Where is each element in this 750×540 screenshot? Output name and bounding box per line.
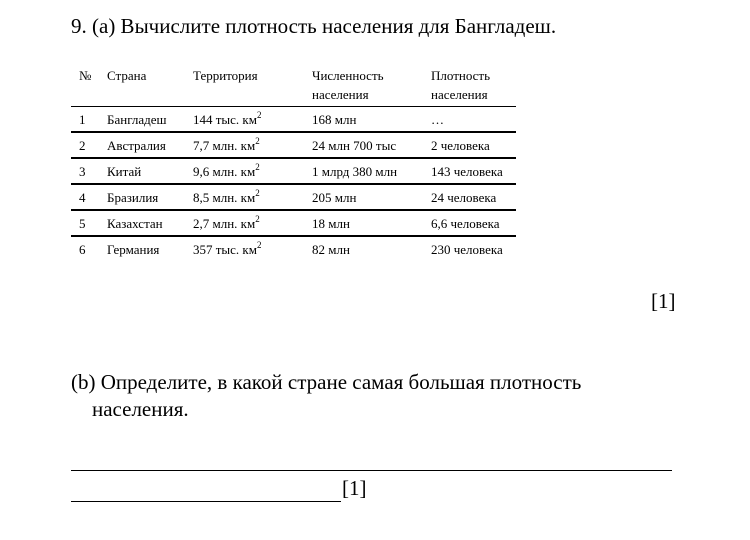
header-population-line2: населения <box>312 87 369 102</box>
table-row <box>71 236 516 261</box>
cell-area <box>193 184 312 210</box>
table-header-row <box>71 64 516 107</box>
cell-area <box>193 210 312 236</box>
answer-line-2[interactable] <box>71 478 341 502</box>
cell-country: Казахстан <box>107 210 193 236</box>
cell-area-sup: 2 <box>255 187 260 198</box>
question-b-mark: [1] <box>342 476 367 500</box>
header-population <box>312 64 431 107</box>
cell-area-value: 357 тыс. км <box>193 241 257 257</box>
header-number: № <box>71 64 107 107</box>
table-row <box>71 158 516 184</box>
cell-population: 168 млн <box>312 107 431 133</box>
cell-country: Бангладеш <box>107 107 193 133</box>
cell-area-sup: 2 <box>255 161 260 172</box>
cell-country: Китай <box>107 158 193 184</box>
cell-population: 24 млн 700 тыс <box>312 132 431 158</box>
cell-population: 18 млн <box>312 210 431 236</box>
cell-area-value: 8,5 млн. км <box>193 189 256 205</box>
cell-area <box>193 236 312 261</box>
question-b-text <box>71 369 671 423</box>
cell-number: 2 <box>71 132 107 158</box>
cell-area-value: 9,6 млн. км <box>193 163 256 179</box>
answer-line-1[interactable] <box>71 469 672 471</box>
table-row <box>71 184 516 210</box>
cell-country: Бразилия <box>107 184 193 210</box>
header-density-line1: Плотность <box>431 68 491 83</box>
cell-density: 230 человека <box>431 241 503 257</box>
cell-density: … <box>431 107 516 133</box>
cell-number: 6 <box>79 241 86 257</box>
cell-population: 82 млн <box>312 241 350 257</box>
cell-number: 3 <box>71 158 107 184</box>
cell-area-sup: 2 <box>256 239 262 250</box>
cell-density: 6,6 человека <box>431 210 516 236</box>
cell-number: 4 <box>71 184 107 210</box>
cell-area-value: 144 тыс. км <box>193 111 257 127</box>
question-a-mark: [1] <box>651 289 676 313</box>
cell-population: 205 млн <box>312 184 431 210</box>
question-b-line2: населения. <box>92 397 189 421</box>
cell-area-value: 7,7 млн. км <box>193 137 256 153</box>
cell-number: 5 <box>71 210 107 236</box>
cell-number: 1 <box>71 107 107 133</box>
header-population-line1: Численность <box>312 68 384 83</box>
cell-area-sup: 2 <box>255 135 260 146</box>
table-row <box>71 107 516 133</box>
cell-density: 24 человека <box>431 184 516 210</box>
answer-line-2-row <box>71 474 367 502</box>
cell-country: Германия <box>107 241 160 257</box>
header-density <box>431 64 516 107</box>
cell-area <box>193 132 312 158</box>
cell-country: Австралия <box>107 132 193 158</box>
cell-area-sup: 2 <box>255 213 260 224</box>
density-table <box>71 64 516 261</box>
header-country: Страна <box>107 64 193 107</box>
cell-area-value: 2,7 млн. км <box>193 215 256 231</box>
cell-population: 1 млрд 380 млн <box>312 158 431 184</box>
header-density-line2: населения <box>431 87 488 102</box>
cell-area <box>193 107 312 133</box>
cell-density: 143 человека <box>431 158 516 184</box>
question-b-line1: (b) Определите, в какой стране самая большая плотность <box>71 370 582 394</box>
cell-area-sup: 2 <box>256 109 262 120</box>
table-row <box>71 132 516 158</box>
cell-area <box>193 158 312 184</box>
table-row <box>71 210 516 236</box>
header-area: Территория <box>193 64 312 107</box>
question-a-text: 9. (a) Вычислите плотность населения для Бангладеш. <box>71 14 557 38</box>
cell-density: 2 человека <box>431 132 516 158</box>
